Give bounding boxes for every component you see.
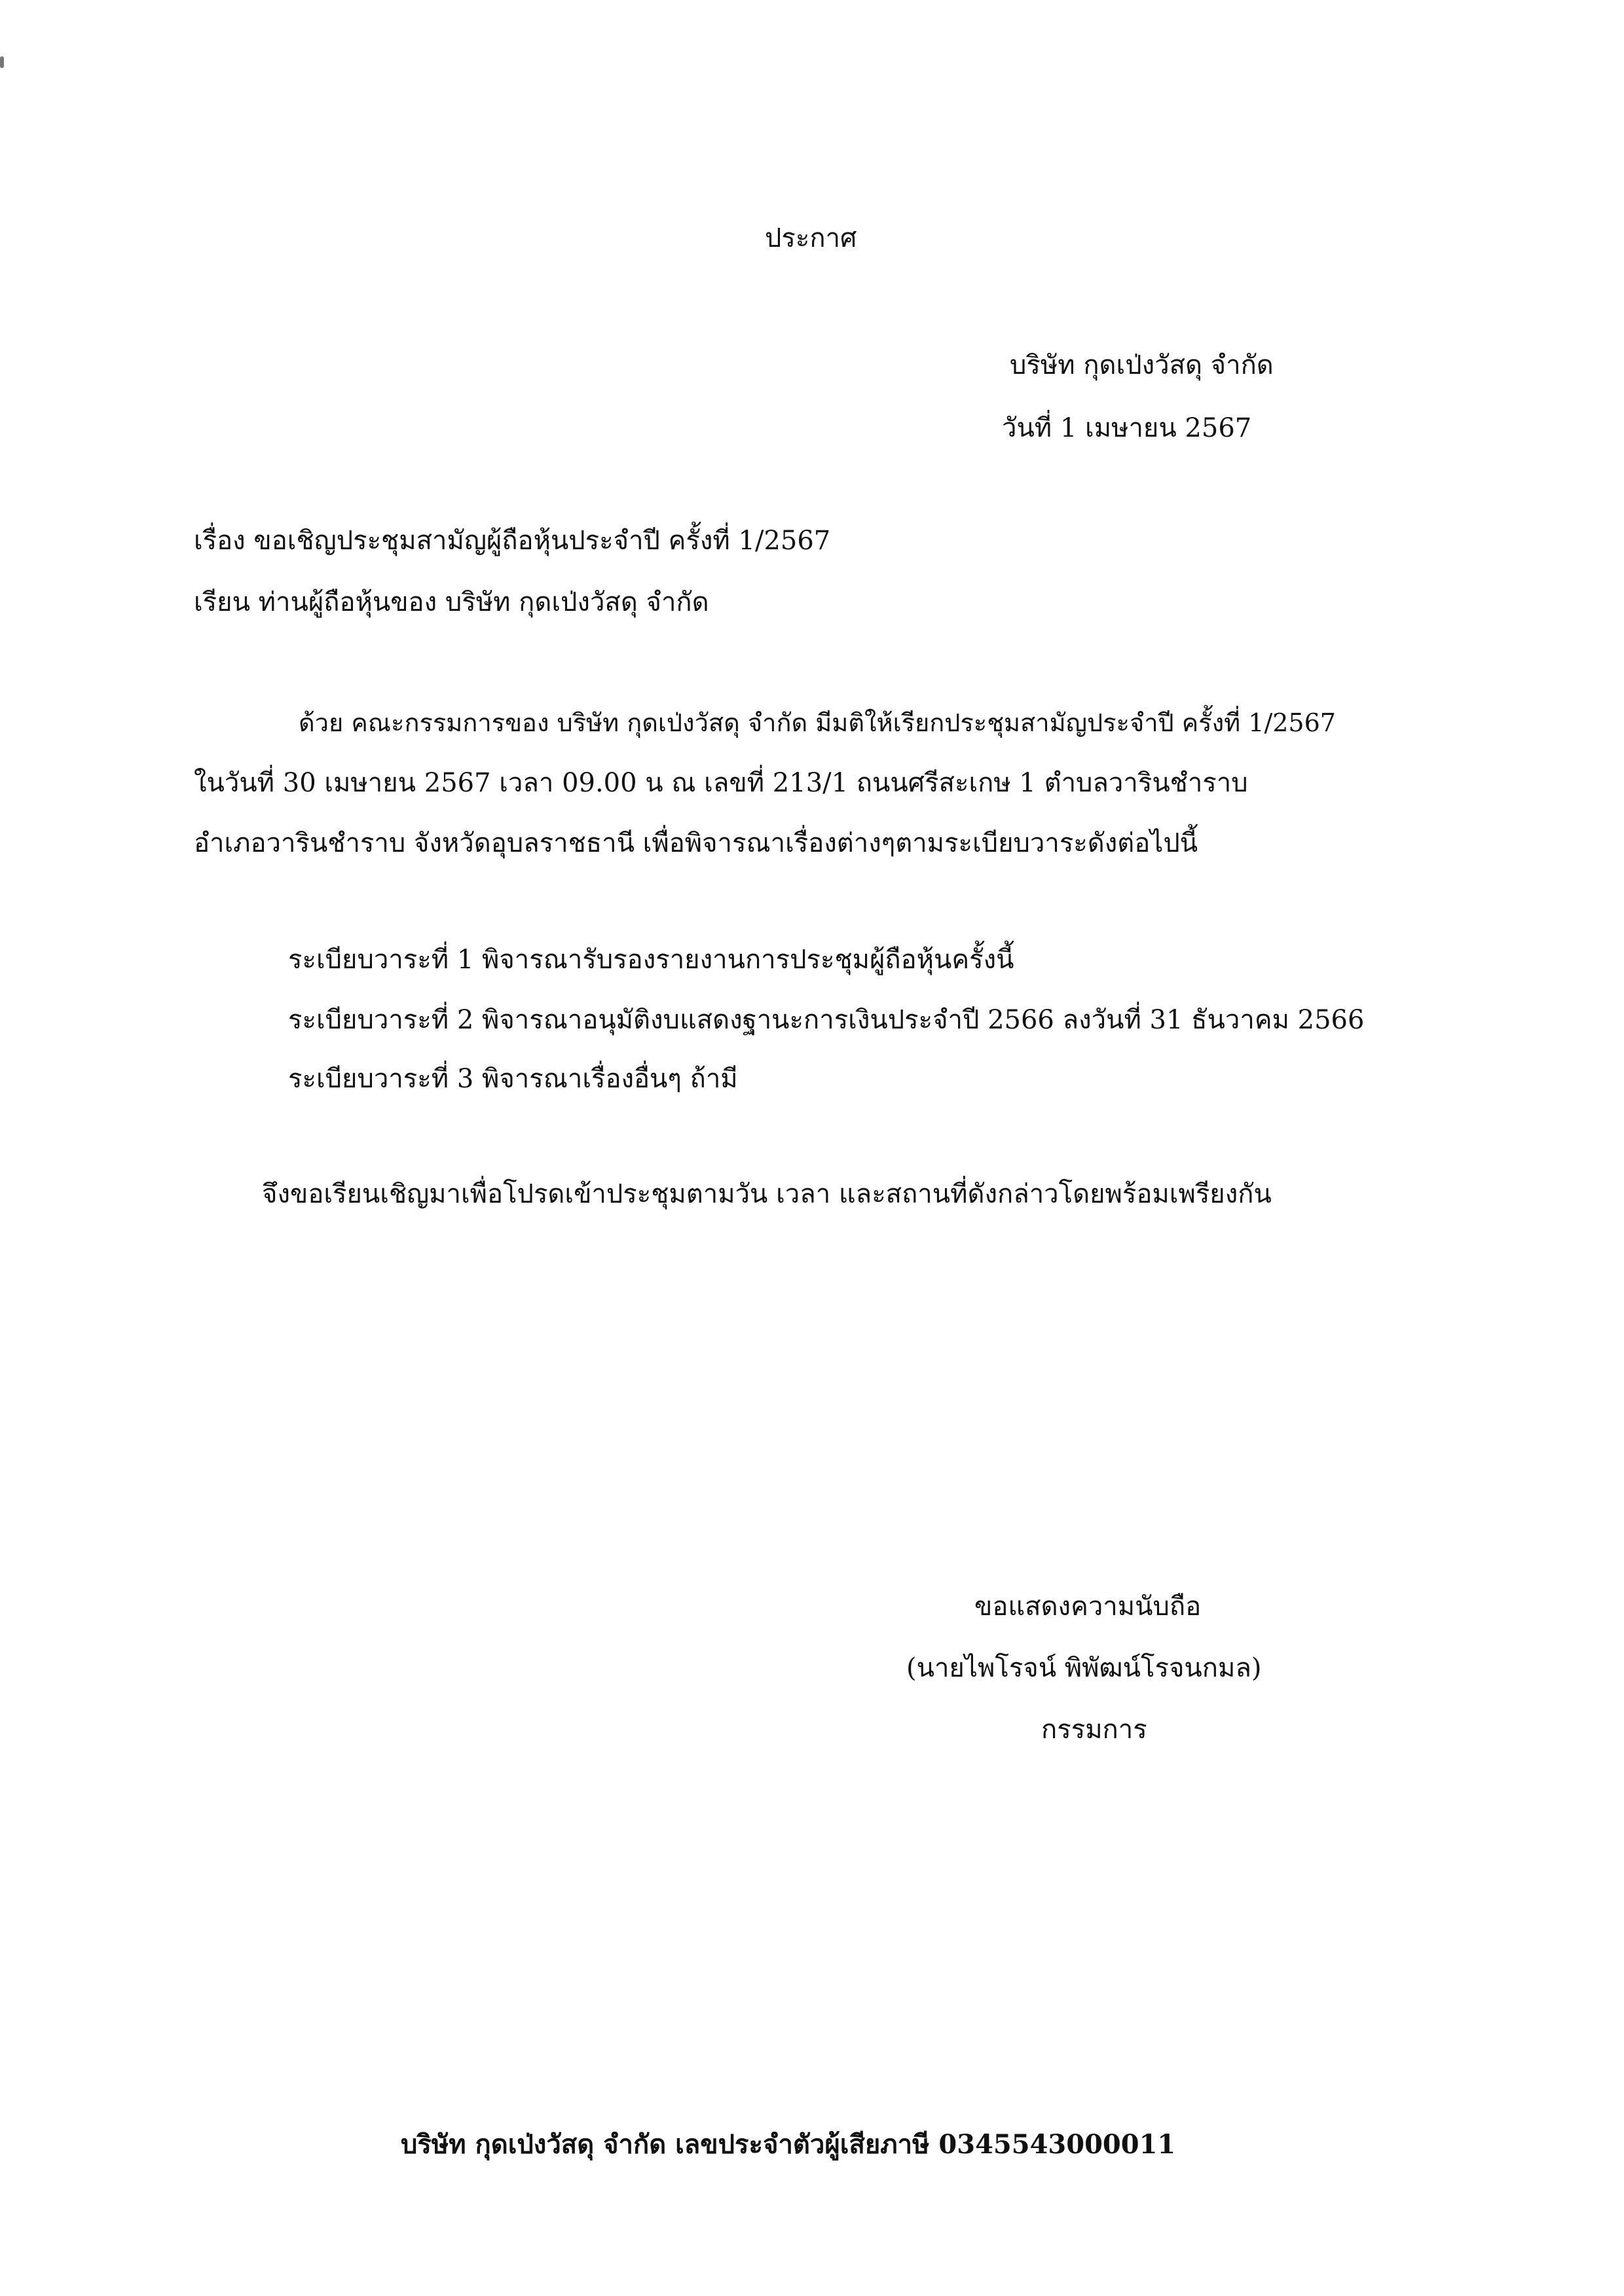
signatory-title: กรรมการ — [1041, 1715, 1147, 1745]
signatory-name: (นายไพโรจน์ พิพัฒน์โรจนกมล) — [906, 1653, 1262, 1683]
document-date: วันที่ 1 เมษายน 2567 — [1002, 413, 1252, 443]
agenda-item: ระเบียบวาระที่ 3 พิจารณาเรื่องอื่นๆ ถ้ามี — [288, 1064, 738, 1094]
salutation-line: เรียน ท่านผู้ถือหุ้นของ บริษัท กุดเป่งวัสดุ จำกัด — [194, 587, 709, 617]
footer-company-tax-id: บริษัท กุดเป่งวัสดุ จำกัด เลขประจำตัวผู้เสียภาษี 0345543000011 — [401, 2129, 1176, 2160]
subject-line: เรื่อง ขอเชิญประชุมสามัญผู้ถือหุ้นประจำปี ครั้งที่ 1/2567 — [194, 526, 831, 556]
body-line: อำเภอวารินชำราบ จังหวัดอุบลราชธานี เพื่อพิจารณาเรื่องต่างๆตามระเบียบวาระดังต่อไปนี้ — [194, 828, 1198, 858]
closing-paragraph: จึงขอเรียนเชิญมาเพื่อโปรดเข้าประชุมตามวัน เวลา และสถานที่ดังกล่าวโดยพร้อมเพรียงกัน — [262, 1179, 1272, 1209]
company-header: บริษัท กุดเป่งวัสดุ จำกัด — [1010, 350, 1274, 380]
scan-mark — [0, 56, 4, 68]
body-line: ด้วย คณะกรรมการของ บริษัท กุดเป่งวัสดุ จำกัด มีมติให้เรียกประชุมสามัญประจำปี ครั้งที่ 1/2567 — [299, 708, 1336, 737]
closing-regards: ขอแสดงความนับถือ — [974, 1592, 1202, 1622]
agenda-item: ระเบียบวาระที่ 2 พิจารณาอนุมัติงบแสดงฐานะการเงินประจำปี 2566 ลงวันที่ 31 ธันวาคม 2566 — [288, 1005, 1365, 1035]
document-title: ประกาศ — [765, 223, 857, 253]
agenda-item: ระเบียบวาระที่ 1 พิจารณารับรองรายงานการประชุมผู้ถือหุ้นครั้งนี้ — [288, 945, 1014, 975]
body-line: ในวันที่ 30 เมษายน 2567 เวลา 09.00 น ณ เลขที่ 213/1 ถนนศรีสะเกษ 1 ตำบลวารินชำราบ — [194, 768, 1248, 798]
